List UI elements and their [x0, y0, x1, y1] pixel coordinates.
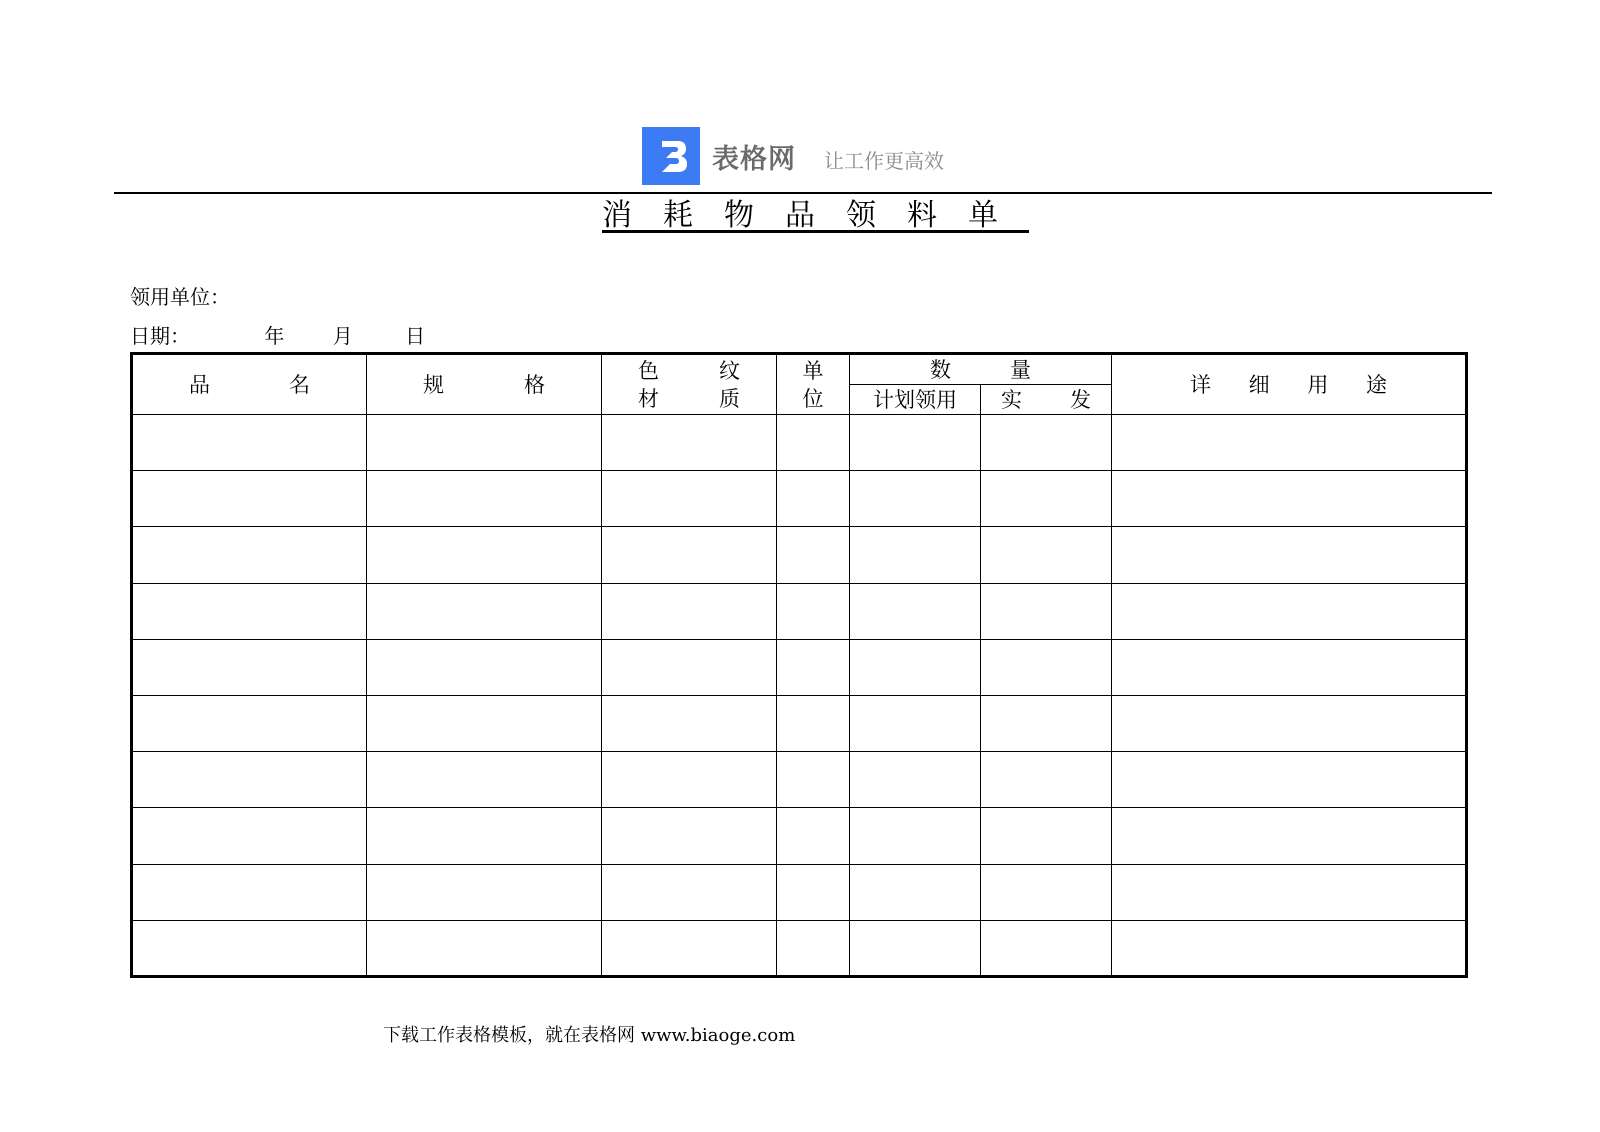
table-cell[interactable]: [777, 864, 850, 920]
receiving-unit-label: 领用单位：: [130, 285, 230, 309]
table-row: [132, 752, 1467, 808]
header-specification: 规 格: [367, 354, 602, 415]
table-row: [132, 808, 1467, 864]
table-row: [132, 639, 1467, 695]
table-cell[interactable]: [132, 583, 367, 639]
header-color-material: 色 纹 材 质: [602, 354, 777, 415]
table-cell[interactable]: [981, 527, 1112, 583]
table-cell[interactable]: [981, 808, 1112, 864]
table-cell[interactable]: [367, 695, 602, 751]
table-cell[interactable]: [602, 639, 777, 695]
table-cell[interactable]: [850, 583, 981, 639]
table-cell[interactable]: [850, 639, 981, 695]
table-cell[interactable]: [602, 583, 777, 639]
table-row: [132, 920, 1467, 976]
table-cell[interactable]: [602, 920, 777, 976]
table-cell[interactable]: [1112, 752, 1467, 808]
logo-slogan: 让工作更高效: [824, 148, 944, 173]
table-cell[interactable]: [850, 752, 981, 808]
table-cell[interactable]: [981, 583, 1112, 639]
table-cell[interactable]: [602, 864, 777, 920]
table-row: [132, 415, 1467, 471]
table-cell[interactable]: [1112, 527, 1467, 583]
field-date: [130, 323, 425, 349]
header-planned-quantity: 计划领用: [850, 385, 981, 415]
table-cell[interactable]: [777, 639, 850, 695]
table-cell[interactable]: [850, 920, 981, 976]
table-cell[interactable]: [132, 920, 367, 976]
table-cell[interactable]: [1112, 920, 1467, 976]
table-cell[interactable]: [367, 415, 602, 471]
table-cell[interactable]: [777, 695, 850, 751]
table-cell[interactable]: [602, 415, 777, 471]
table-cell[interactable]: [367, 527, 602, 583]
document-title: 消耗物品领料单: [602, 198, 1029, 233]
brand-logo: [642, 127, 944, 185]
table-cell[interactable]: [367, 920, 602, 976]
table-cell[interactable]: [132, 864, 367, 920]
table-cell[interactable]: [1112, 415, 1467, 471]
table-cell[interactable]: [1112, 864, 1467, 920]
date-month: 月: [332, 324, 353, 348]
table-cell[interactable]: [777, 808, 850, 864]
table-row: [132, 583, 1467, 639]
table-cell[interactable]: [981, 752, 1112, 808]
table-cell[interactable]: [1112, 639, 1467, 695]
table-cell[interactable]: [1112, 583, 1467, 639]
table-cell[interactable]: [1112, 808, 1467, 864]
table-row: [132, 695, 1467, 751]
table-cell[interactable]: [777, 415, 850, 471]
table-cell[interactable]: [367, 752, 602, 808]
header-item-name: 品 名: [132, 354, 367, 415]
table-row: [132, 527, 1467, 583]
table-cell[interactable]: [981, 695, 1112, 751]
table-cell[interactable]: [850, 864, 981, 920]
table-row: [132, 471, 1467, 527]
table-cell[interactable]: [777, 752, 850, 808]
date-label: 日期：: [130, 324, 190, 348]
table-cell[interactable]: [132, 752, 367, 808]
requisition-table: [130, 352, 1468, 978]
table-cell[interactable]: [1112, 471, 1467, 527]
table-cell[interactable]: [132, 808, 367, 864]
date-day: 日: [405, 324, 426, 348]
table-cell[interactable]: [981, 864, 1112, 920]
header-detailed-use: 详 细 用 途: [1112, 354, 1467, 415]
table-cell[interactable]: [981, 920, 1112, 976]
footer-note: 下载工作表格模板，就在表格网 www.biaoge.com: [383, 1025, 796, 1046]
table-cell[interactable]: [132, 415, 367, 471]
table-cell[interactable]: [602, 752, 777, 808]
table-cell[interactable]: [367, 471, 602, 527]
table-cell[interactable]: [367, 808, 602, 864]
table-cell[interactable]: [981, 415, 1112, 471]
table-cell[interactable]: [602, 471, 777, 527]
header-divider: [114, 192, 1492, 194]
table-body: [132, 415, 1467, 977]
header-quantity: 数 量: [850, 354, 1112, 385]
date-year: 年: [264, 324, 285, 348]
table-cell[interactable]: [132, 471, 367, 527]
field-receiving-unit: [130, 284, 230, 310]
table-cell[interactable]: [850, 695, 981, 751]
table-cell[interactable]: [981, 639, 1112, 695]
table-cell[interactable]: [602, 527, 777, 583]
table-cell[interactable]: [367, 583, 602, 639]
table-cell[interactable]: [1112, 695, 1467, 751]
table-cell[interactable]: [777, 527, 850, 583]
table-cell[interactable]: [132, 639, 367, 695]
table-cell[interactable]: [367, 639, 602, 695]
table-cell[interactable]: [981, 471, 1112, 527]
table-cell[interactable]: [777, 583, 850, 639]
table-cell[interactable]: [850, 471, 981, 527]
table-row: [132, 864, 1467, 920]
logo-icon: [642, 127, 700, 185]
table-cell[interactable]: [850, 415, 981, 471]
header-actual-issued: 实 发: [981, 385, 1112, 415]
table-cell[interactable]: [367, 864, 602, 920]
table-cell[interactable]: [132, 695, 367, 751]
table-cell[interactable]: [777, 471, 850, 527]
logo-name: 表格网: [712, 143, 796, 175]
table-cell[interactable]: [850, 808, 981, 864]
table-cell[interactable]: [602, 695, 777, 751]
header-unit: 单 位: [777, 354, 850, 415]
table-cell[interactable]: [602, 808, 777, 864]
table-cell[interactable]: [850, 527, 981, 583]
table-cell[interactable]: [777, 920, 850, 976]
table-cell[interactable]: [132, 527, 367, 583]
